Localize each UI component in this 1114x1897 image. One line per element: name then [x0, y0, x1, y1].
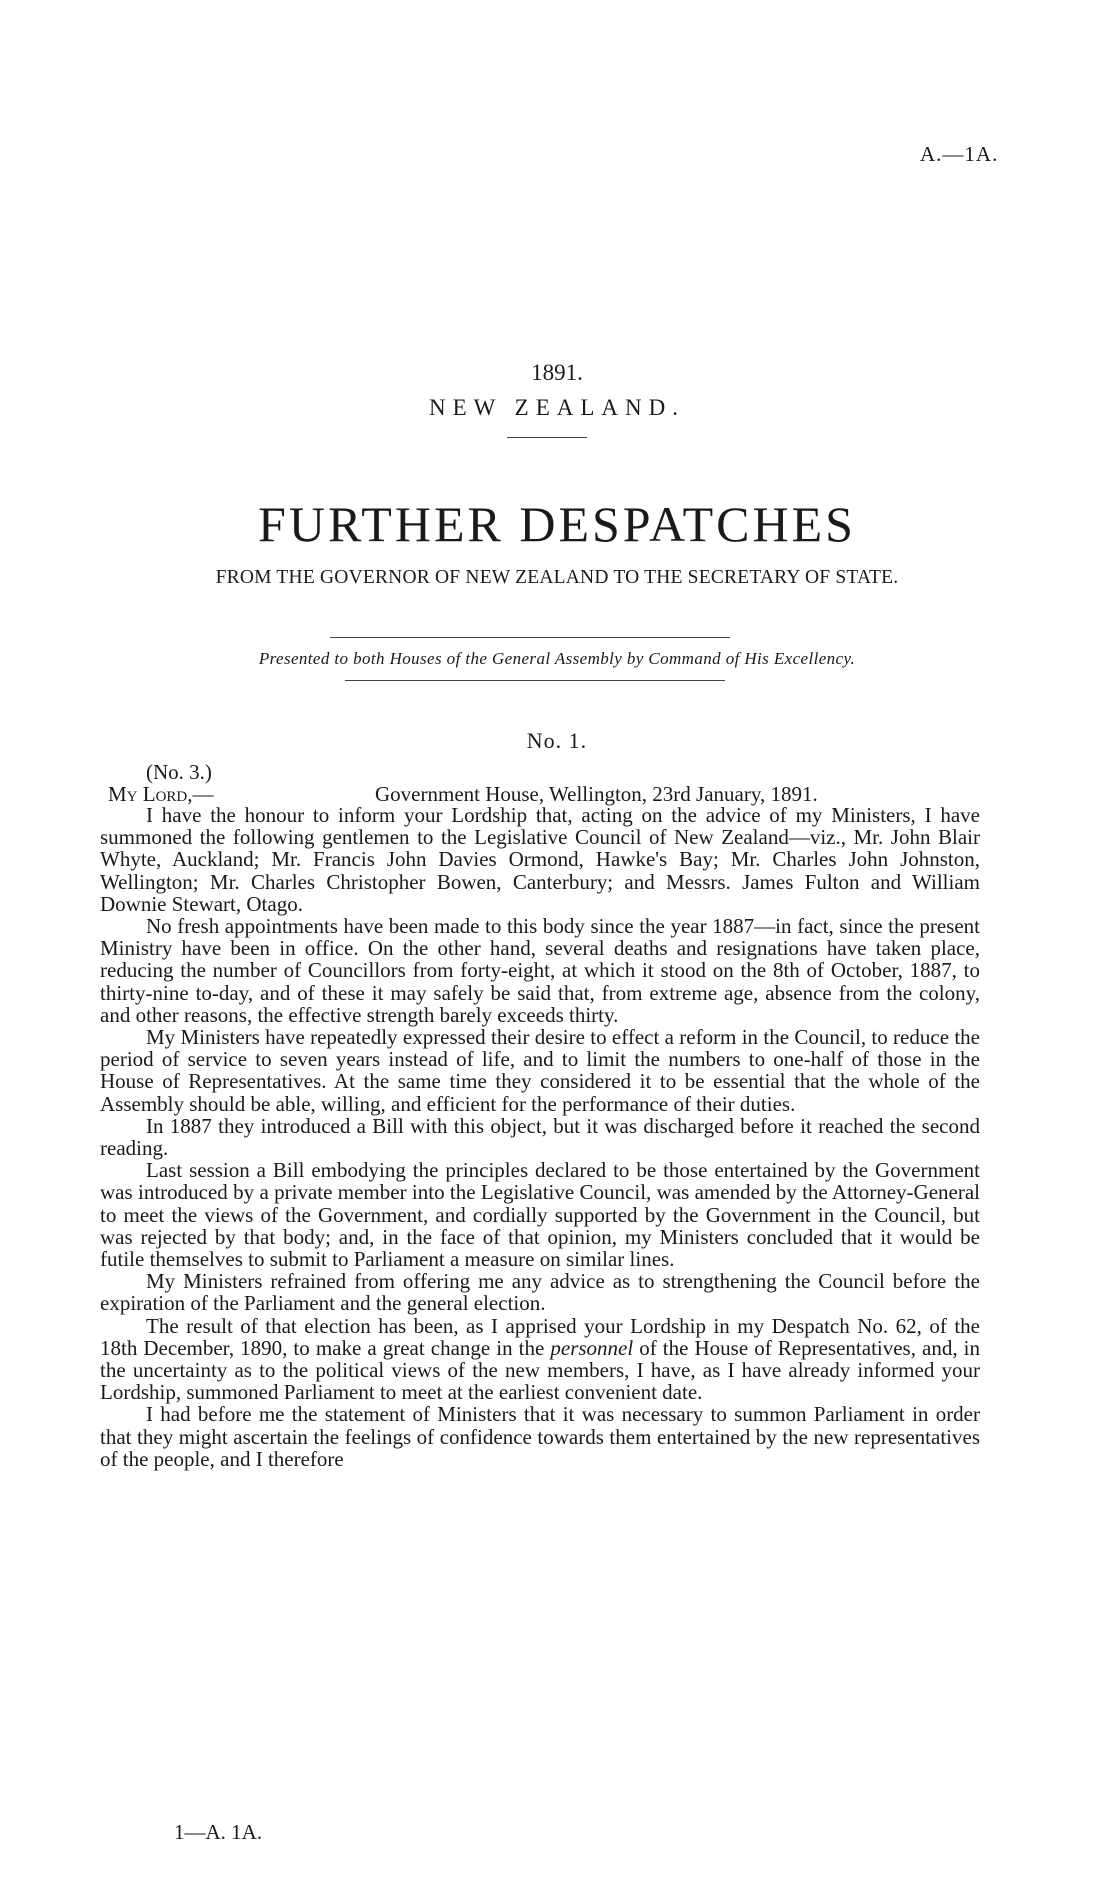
dateline: Government House, Wellington, 23rd January, 1891.: [375, 782, 818, 806]
document-year: 1891.: [531, 360, 583, 385]
presented-line: Presented to both Houses of the General Assembly by Command of His Excellency.: [258, 649, 856, 668]
document-subtitle: FROM THE GOVERNOR OF NEW ZEALAND TO THE SECRETARY OF STATE.: [215, 567, 899, 588]
paragraph: My Ministers refrained from offering me any advice as to strengthening the Council before the expiration of the Parliament and the general election.: [100, 1269, 980, 1316]
paragraph: [100, 1315, 980, 1404]
presented-divider-top: [330, 637, 730, 638]
page-reference: A.—1A.: [920, 142, 999, 166]
presented-divider-bottom: [345, 680, 725, 681]
salutation: My Lord,—: [108, 782, 214, 806]
paragraph-text: of the House of Representatives, and, in the uncertainty as to the political views of the new members, I have, as I have already informed your Lordship, summoned Parliament to meet at the earliest convenient date.: [100, 1335, 980, 1405]
despatch-number: No. 1.: [526, 728, 588, 753]
title-divider: [507, 437, 587, 438]
paragraph: I had before me the statement of Ministers that it was necessary to summon Parliament in order that they might ascertain the feelings of confidence towards them entertained by the new representatives of the people, and I therefore: [100, 1402, 980, 1471]
paragraph: Last session a Bill embodying the principles declared to be those entertained by the Government was introduced by a private member into the Legislative Council, was amended by the Attorney-General to meet the views of the Government, and cordially supported by the Government in the Council, but was rejected by that body; and, in the face of that opinion, my Ministers concluded that it would be futile themselves to submit to Parliament a measure on similar lines.: [100, 1158, 980, 1272]
document-title: FURTHER DESPATCHES: [258, 496, 856, 552]
document-country: NEW ZEALAND.: [428, 395, 686, 420]
despatch-body: [100, 804, 980, 1470]
despatch-reference: (No. 3.): [146, 760, 212, 784]
paragraph: I have the honour to inform your Lordship that, acting on the advice of my Ministers, I have summoned the following gentlemen to the Legislative Council of New Zealand—viz., Mr. John Blair Whyte, Auckland; Mr. Francis John Davies Ormond, Hawke's Bay; Mr. Charles John Johnston, Wellington; Mr. Charles Christopher Bowen, Canterbury; and Messrs. James Fulton and William Downie Stewart, Otago.: [100, 803, 980, 916]
italic-term: personnel: [550, 1335, 634, 1360]
paragraph: My Ministers have repeatedly expressed their desire to effect a reform in the Council, to reduce the period of service to seven years instead of life, and to limit the numbers to one-half of those in the House of Representatives. At the same time they considered it to be essential that the whole of the Assembly should be able, willing, and efficient for the performance of their duties.: [100, 1025, 980, 1116]
paragraph: In 1887 they introduced a Bill with this object, but it was discharged before it reached the second reading.: [100, 1113, 980, 1161]
paragraph-text: The result of that election has been, as I apprised your Lordship in my Despatch No. 62, of the 18th December, 1890, to make a great change in the: [100, 1313, 980, 1360]
footer-reference: 1—A. 1A.: [174, 1820, 263, 1844]
paragraph: No fresh appointments have been made to this body since the year 1887—in fact, since the present Ministry have been in office. On the other hand, several deaths and resignations have taken place, reducing the number of Councillors from forty-eight, at which it stood on the 8th of October, 1887, to thirty-nine to-day, and of these it may safely be said that, from extreme age, absence from the colony, and other reasons, the effective strength barely exceeds thirty.: [100, 914, 980, 1027]
